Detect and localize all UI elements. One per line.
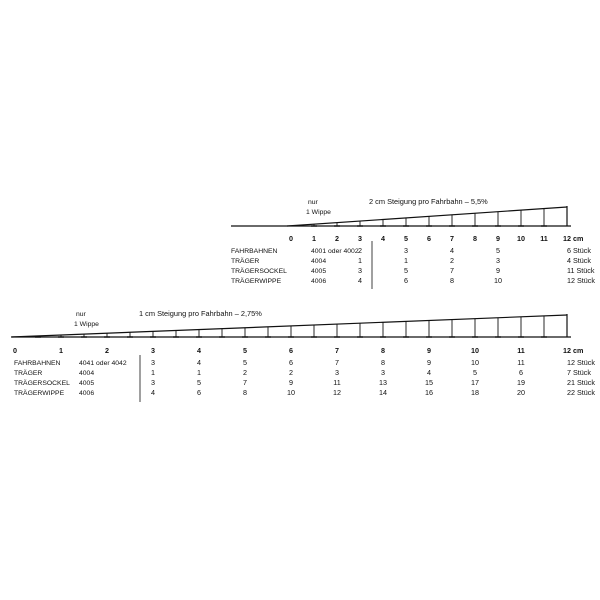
part-name: TRÄGERWIPPE <box>14 390 65 397</box>
table-cell: 1 <box>151 368 155 377</box>
table-cell: 3 <box>381 368 385 377</box>
table-cell: 8 <box>381 358 385 367</box>
ramp-support <box>150 332 156 338</box>
ramp-diagram-1cm <box>11 309 595 402</box>
scale-tick-label: 12 cm <box>563 346 584 355</box>
table-cell: 1 <box>197 368 201 377</box>
table-cell: 3 <box>358 266 362 275</box>
part-number: 4006 <box>79 390 95 397</box>
table-cell: 5 <box>197 378 201 387</box>
table-cell: 7 <box>450 266 454 275</box>
ramp-support <box>426 217 432 227</box>
table-cell: 1 <box>404 256 408 265</box>
scale-tick-label: 2 <box>335 234 339 243</box>
scale-tick-label: 9 <box>427 346 431 355</box>
scale-tick-label: 5 <box>404 234 408 243</box>
table-cell: 7 <box>243 378 247 387</box>
part-number: 4041 oder 4042 <box>79 360 127 367</box>
ramp-support <box>541 316 547 337</box>
ramp-support <box>219 329 225 337</box>
ramp-drawing <box>231 206 571 226</box>
table-row <box>14 388 595 397</box>
scale-tick-label: 5 <box>243 346 247 355</box>
part-name: TRÄGER <box>231 258 260 265</box>
scale-tick-label: 11 <box>540 234 548 243</box>
table-cell: 6 <box>519 368 523 377</box>
ramp-support <box>288 326 294 337</box>
table-cell: 11 <box>517 358 525 367</box>
scale-tick-label: 1 <box>312 234 316 243</box>
ramp-support <box>426 321 432 338</box>
scale-tick-label: 8 <box>381 346 385 355</box>
part-number: 4006 <box>311 278 327 285</box>
table-cell: 17 <box>471 378 479 387</box>
table-cell: 19 <box>517 378 525 387</box>
ramp-support <box>495 212 501 226</box>
cm-scale <box>13 346 583 355</box>
table-cell: 4 <box>358 276 362 285</box>
table-cell: 3 <box>404 246 408 255</box>
scale-tick-label: 0 <box>13 346 17 355</box>
note-line-2: 1 Wippe <box>306 209 331 216</box>
scale-tick-label: 10 <box>517 234 525 243</box>
ramp-support <box>403 218 409 226</box>
row-total: 12 Stück <box>567 276 595 285</box>
part-name: FAHRBAHNEN <box>231 248 278 255</box>
table-cell: 3 <box>335 368 339 377</box>
row-total: 7 Stück <box>567 368 591 377</box>
scale-tick-label: 11 <box>517 346 525 355</box>
ramp-support <box>449 215 455 226</box>
note-line-2: 1 Wippe <box>74 321 99 328</box>
table-cell: 11 <box>333 378 341 387</box>
row-total: 21 Stück <box>567 378 595 387</box>
table-cell: 9 <box>496 266 500 275</box>
table-cell: 5 <box>404 266 408 275</box>
ramp-support <box>495 318 501 337</box>
note-line-1: nur <box>308 199 318 206</box>
part-name: TRÄGERSOCKEL <box>14 380 70 387</box>
row-total: 6 Stück <box>567 246 591 255</box>
part-number: 4001 oder 4002 <box>311 248 359 255</box>
scale-tick-label: 3 <box>151 346 155 355</box>
ramp-support <box>196 330 202 337</box>
diagram-title: 2 cm Steigung pro Fahrbahn – 5,5% <box>369 197 488 206</box>
scale-tick-label: 6 <box>289 346 293 355</box>
scale-tick-label: 7 <box>335 346 339 355</box>
table-cell: 8 <box>450 276 454 285</box>
table-row <box>231 256 591 265</box>
row-total: 11 Stück <box>567 266 595 275</box>
table-cell: 6 <box>404 276 408 285</box>
table-cell: 7 <box>335 358 339 367</box>
ramp-support <box>127 332 133 337</box>
ramp-support <box>449 320 455 337</box>
scale-tick-label: 6 <box>427 234 431 243</box>
ramp-support <box>472 213 478 226</box>
ramp-support <box>403 321 409 337</box>
ramp-support <box>472 319 478 337</box>
scale-tick-label: 10 <box>471 346 479 355</box>
table-row <box>231 276 595 285</box>
table-cell: 3 <box>496 256 500 265</box>
part-name: TRÄGERWIPPE <box>231 278 282 285</box>
table-cell: 2 <box>450 256 454 265</box>
table-cell: 14 <box>379 388 387 397</box>
ramp-support <box>311 325 317 337</box>
table-cell: 4 <box>450 246 454 255</box>
scale-tick-label: 4 <box>381 234 385 243</box>
table-cell: 10 <box>287 388 295 397</box>
table-cell: 4 <box>151 388 155 397</box>
table-cell: 2 <box>358 246 362 255</box>
table-cell: 5 <box>473 368 477 377</box>
table-row <box>231 266 595 275</box>
table-row <box>14 358 595 367</box>
part-number: 4005 <box>311 268 327 275</box>
table-cell: 20 <box>517 388 525 397</box>
diagram-title: 1 cm Steigung pro Fahrbahn – 2,75% <box>139 309 262 318</box>
table-cell: 9 <box>289 378 293 387</box>
cm-scale <box>289 234 583 243</box>
table-cell: 12 <box>333 388 341 397</box>
table-cell: 13 <box>379 378 387 387</box>
part-name: TRÄGERSOCKEL <box>231 268 287 275</box>
table-cell: 8 <box>243 388 247 397</box>
table-cell: 10 <box>471 358 479 367</box>
scale-tick-label: 0 <box>289 234 293 243</box>
part-number: 4005 <box>79 380 95 387</box>
table-cell: 6 <box>289 358 293 367</box>
part-name: FAHRBAHNEN <box>14 360 61 367</box>
ramp-support <box>357 221 363 226</box>
table-row <box>14 368 591 377</box>
ramp-support <box>380 220 386 226</box>
table-cell: 3 <box>151 358 155 367</box>
ramp-diagram-2cm <box>231 197 595 289</box>
table-cell: 6 <box>197 388 201 397</box>
ramp-support <box>541 209 547 226</box>
table-cell: 4 <box>427 368 431 377</box>
scale-tick-label: 4 <box>197 346 201 355</box>
table-cell: 2 <box>289 368 293 377</box>
row-total: 4 Stück <box>567 256 591 265</box>
ramp-support <box>518 210 524 226</box>
part-number: 4004 <box>79 370 95 377</box>
ramp-support <box>334 324 340 337</box>
table-cell: 16 <box>425 388 433 397</box>
table-cell: 5 <box>243 358 247 367</box>
ramp-support <box>357 323 363 337</box>
row-total: 22 Stück <box>567 388 595 397</box>
scale-tick-label: 7 <box>450 234 454 243</box>
ramp-support <box>173 331 179 337</box>
parts-table <box>231 246 595 285</box>
part-name: TRÄGER <box>14 370 43 377</box>
scale-tick-label: 2 <box>105 346 109 355</box>
ramp-support <box>242 328 248 337</box>
table-cell: 10 <box>494 276 502 285</box>
ramp-support <box>518 317 524 337</box>
scale-tick-label: 12 cm <box>563 234 584 243</box>
ramp-support <box>380 322 386 337</box>
table-cell: 4 <box>197 358 201 367</box>
table-row <box>14 378 595 387</box>
table-cell: 5 <box>496 246 500 255</box>
table-cell: 15 <box>425 378 433 387</box>
table-cell: 2 <box>243 368 247 377</box>
table-cell: 1 <box>358 256 362 265</box>
part-number: 4004 <box>311 258 327 265</box>
ramp-support <box>265 327 271 337</box>
row-total: 12 Stück <box>567 358 595 367</box>
table-row <box>231 246 591 255</box>
note-line-1: nur <box>76 311 86 318</box>
scale-tick-label: 9 <box>496 234 500 243</box>
scale-tick-label: 8 <box>473 234 477 243</box>
scale-tick-label: 1 <box>59 346 63 355</box>
table-cell: 9 <box>427 358 431 367</box>
scale-tick-label: 3 <box>358 234 362 243</box>
parts-table <box>14 358 595 397</box>
table-cell: 3 <box>151 378 155 387</box>
table-cell: 18 <box>471 388 479 397</box>
